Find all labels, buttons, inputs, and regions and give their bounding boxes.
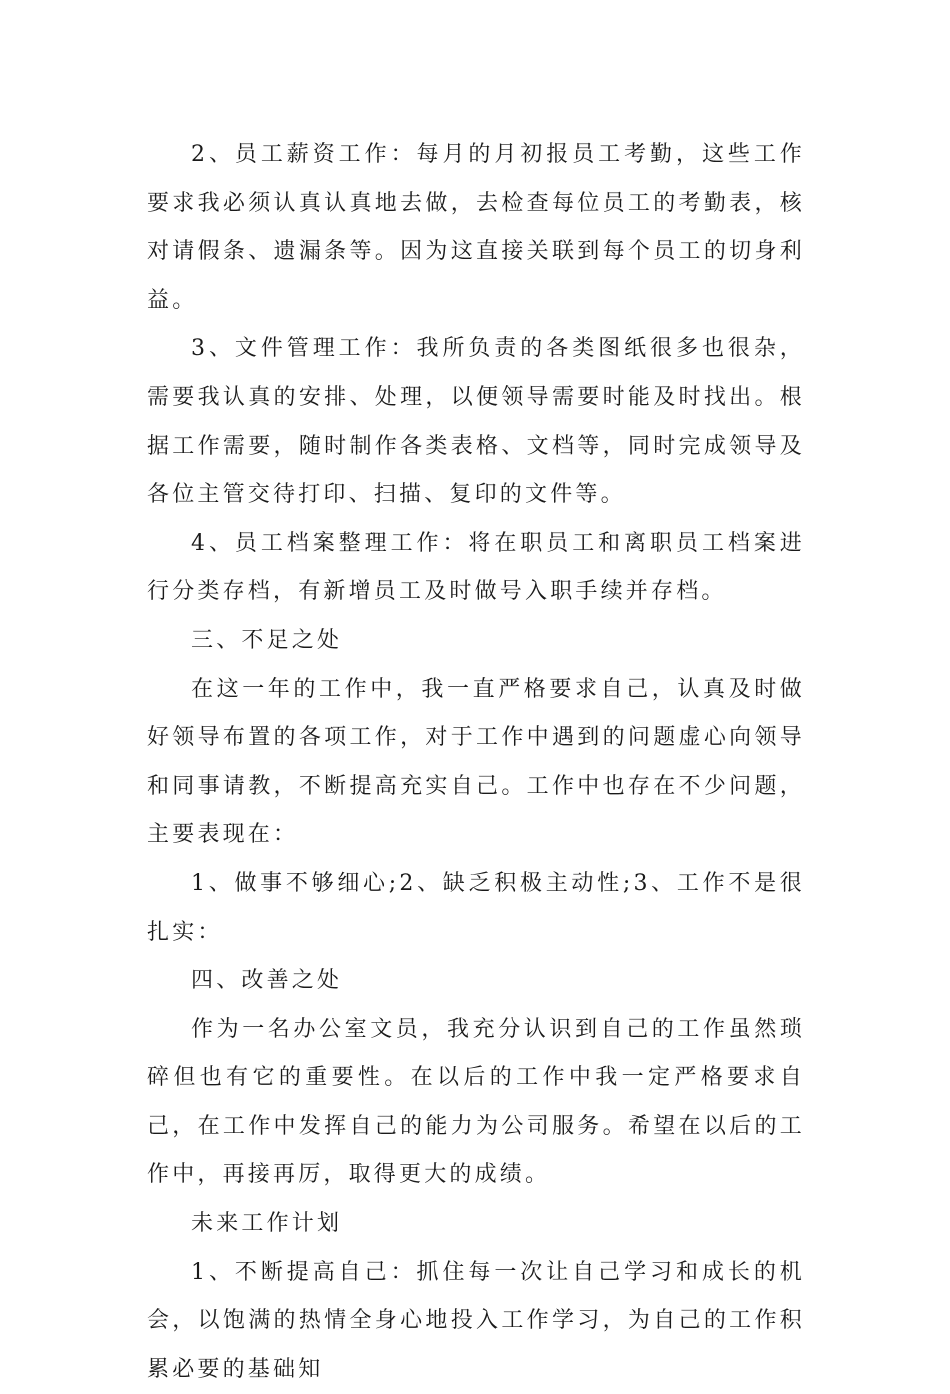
paragraph-salary-work: 2、员工薪资工作：每月的月初报员工考勤，这些工作要求我必须认真认真地去做，去检查每位员工的考勤表，核对请假条、遗漏条等。因为这直接关联到每个员工的切身利益。 xyxy=(147,142,805,313)
section-heading-improvements: 四、改善之处 xyxy=(191,968,343,994)
paragraph-file-management: 3、文件管理工作：我所负责的各类图纸很多也很杂，需要我认真的安排、处理，以便领导需要时能及时找出。根据工作需要，随时制作各类表格、文档等，同时完成领导及各位主管交待打印、扫描、复印的文件等。 xyxy=(147,336,805,508)
paragraph-improvement-plan: 作为一名办公室文员，我充分认识到自己的工作虽然琐碎但也有它的重要性。在以后的工作中我一定严格要求自己，在工作中发挥自己的能力为公司服务。希望在以后的工作中，再接再厉，取得更大的成绩。 xyxy=(147,1016,805,1188)
document-body xyxy=(147,131,805,1394)
paragraph-self-review: 在这一年的工作中，我一直严格要求自己，认真及时做好领导布置的各项工作，对于工作中遇到的问题虚心向领导和同事请教，不断提高充实自己。工作中也存在不少问题，主要表现在： xyxy=(147,676,805,848)
paragraph-self-improvement: 1、不断提高自己：抓住每一次让自己学习和成长的机会，以饱满的热情全身心地投入工作学习，为自己的工作积累必要的基础知 xyxy=(147,1259,805,1382)
section-heading-shortcomings: 三、不足之处 xyxy=(191,627,343,653)
paragraph-archive-work: 4、员工档案整理工作：将在职员工和离职员工档案进行分类存档，有新增员工及时做号入职手续并存档。 xyxy=(147,530,805,605)
section-heading-future-plan: 未来工作计划 xyxy=(191,1211,343,1237)
paragraph-problems-list: 1、做事不够细心;2、缺乏积极主动性;3、工作不是很扎实： xyxy=(147,870,805,945)
